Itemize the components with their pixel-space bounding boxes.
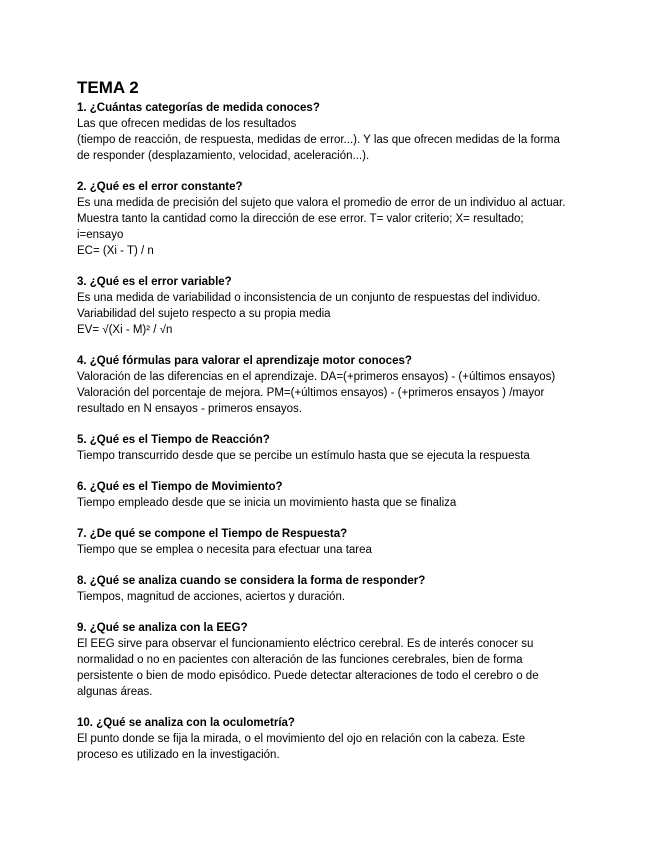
question: 1. ¿Cuántas categorías de medida conoces? [77,102,320,114]
question: 9. ¿Qué se analiza con la EEG? [77,622,248,634]
page-title: TEMA 2 [77,78,139,97]
answer-line: algunas áreas. [77,686,153,698]
answer-line: Valoración del porcentaje de mejora. PM=(+últimos ensayos) - (+primeros ensayos ) /mayor [77,387,545,399]
answer-line: resultado en N ensayos - primeros ensayos. [77,403,302,415]
qa-item-1 [77,100,595,164]
answer-line: normalidad o no en pacientes con alteración de las funciones cerebrales, bien de forma [77,654,523,666]
question: 2. ¿Qué es el error constante? [77,181,243,193]
qa-item-4 [77,353,595,417]
answer-line: Las que ofrecen medidas de los resultados [77,118,297,130]
question: 3. ¿Qué es el error variable? [77,276,232,288]
answer-line: Tiempos, magnitud de acciones, aciertos y duración. [77,591,346,603]
qa-item-8 [77,573,595,605]
answer-line: (tiempo de reacción, de respuesta, medidas de error...). Y las que ofrecen medidas de la forma [77,134,560,146]
qa-item-9 [77,620,595,700]
qa-item-6 [77,479,595,511]
question: 6. ¿Qué es el Tiempo de Movimiento? [77,481,283,493]
formula-line: EC= (Xi - T) / n [77,245,154,257]
question: 4. ¿Qué fórmulas para valorar el aprendizaje motor conoces? [77,355,412,367]
answer-line: Es una medida de variabilidad o inconsistencia de un conjunto de respuestas del individuo. [77,292,541,304]
answer-line: Es una medida de precisión del sujeto que valora el promedio de error de un individuo al actuar. [77,197,566,209]
answer-line: Tiempo transcurrido desde que se percibe un estímulo hasta que se ejecuta la respuesta [77,450,530,462]
qa-item-3 [77,274,595,338]
answer-line: Muestra tanto la cantidad como la dirección de ese error. T= valor criterio; X= resultado; [77,213,524,225]
answer-line: El punto donde se fija la mirada, o el movimiento del ojo en relación con la cabeza. Este [77,733,526,745]
answer-line: de responder (desplazamiento, velocidad, aceleración...). [77,150,370,162]
answer-line: Tiempo empleado desde que se inicia un movimiento hasta que se finaliza [77,497,457,509]
answer-line: Tiempo que se emplea o necesita para efectuar una tarea [77,544,372,556]
qa-item-5 [77,432,595,464]
qa-item-2 [77,179,595,259]
qa-item-7 [77,526,595,558]
question: 8. ¿Qué se analiza cuando se considera la forma de responder? [77,575,426,587]
answer-line: Variabilidad del sujeto respecto a su propia media [77,308,331,320]
question: 7. ¿De qué se compone el Tiempo de Respuesta? [77,528,348,540]
answer-line: Valoración de las diferencias en el aprendizaje. DA=(+primeros ensayos) - (+últimos ensayos) [77,371,556,383]
answer-line: persistente o bien de modo episódico. Puede detectar alteraciones de todo el cerebro o de [77,670,539,682]
answer-line: El EEG sirve para observar el funcionamiento eléctrico cerebral. Es de interés conocer su [77,638,534,650]
answer-line: i=ensayo [77,229,124,241]
question: 5. ¿Qué es el Tiempo de Reacción? [77,434,270,446]
answer-line: proceso es utilizado en la investigación. [77,749,280,761]
formula-line: EV= √(Xi - M)² / √n [77,324,173,336]
qa-item-10 [77,715,595,763]
question: 10. ¿Qué se analiza con la oculometría? [77,717,295,729]
